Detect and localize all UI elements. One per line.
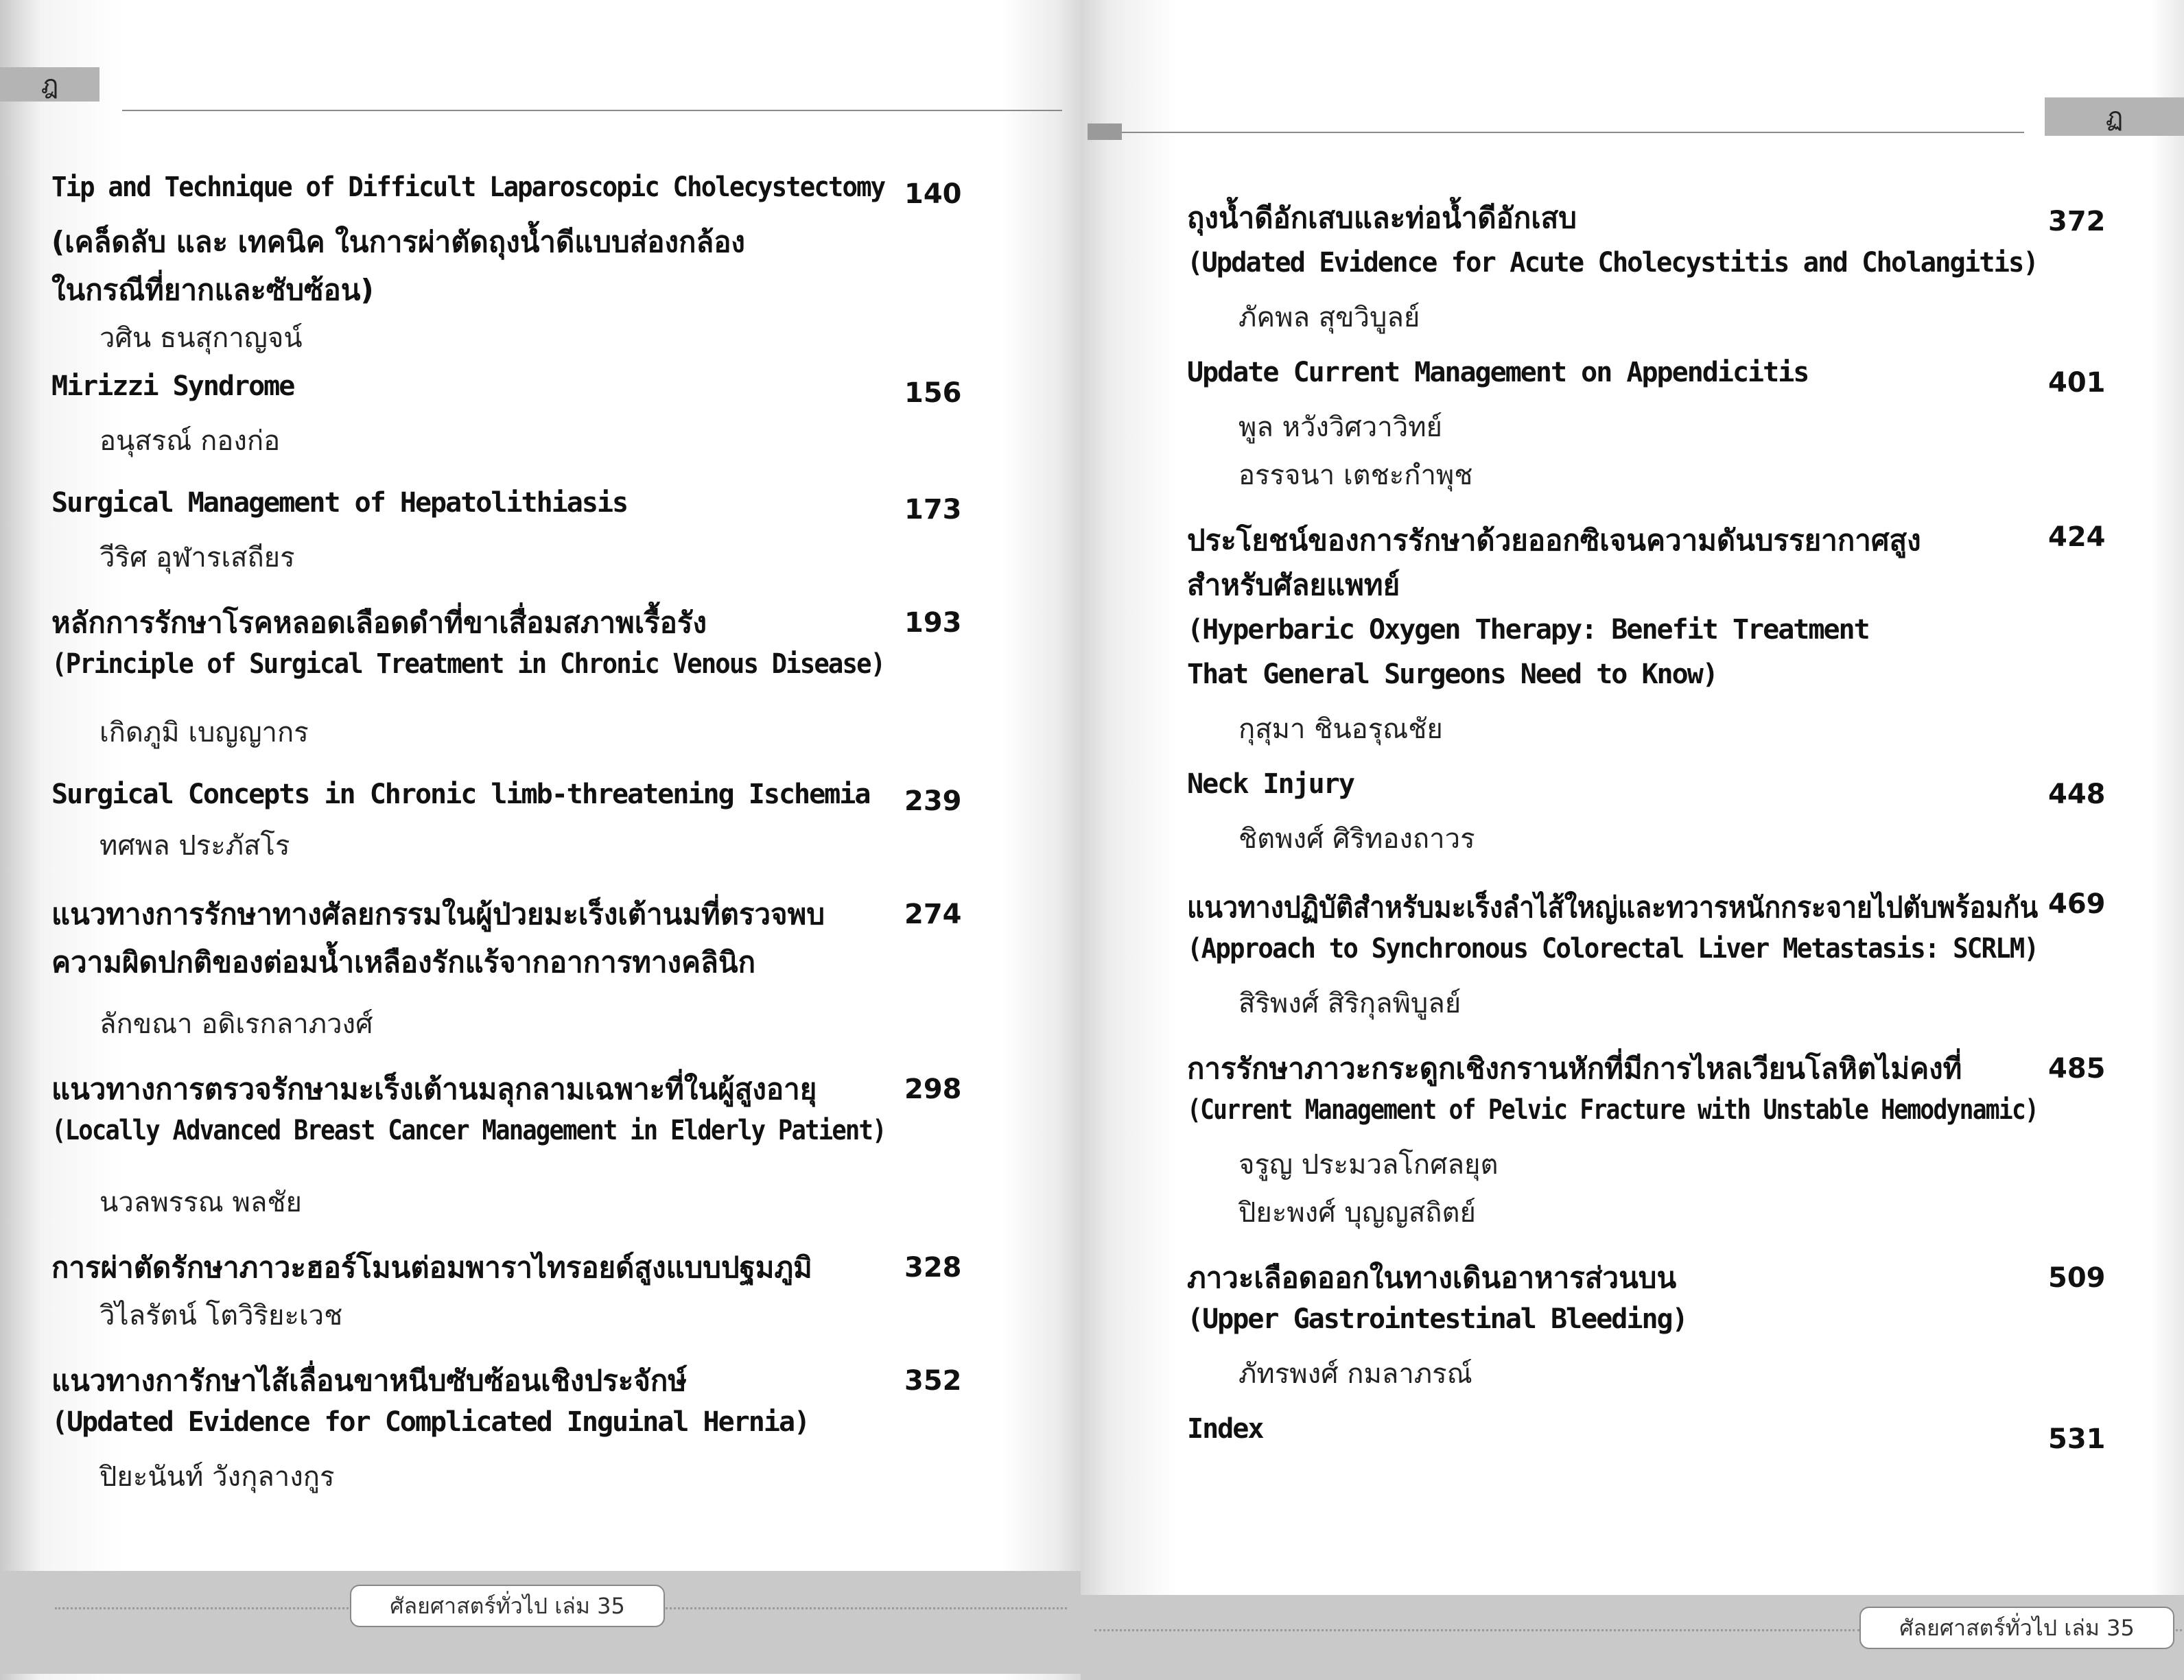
toc-entry-page-number: 531 xyxy=(2048,1423,2106,1455)
toc-entry-author: ลักขณา อดิเรกลาภวงศ์ xyxy=(99,1008,373,1040)
toc-entry-title-line: การรักษาภาวะกระดูกเชิงกรานหักที่มีการไหลเวียนโลหิตไม่คงที่ xyxy=(1187,1052,1962,1085)
toc-entry-author: ปิยะพงศ์ บุญญสถิตย์ xyxy=(1238,1197,1476,1229)
toc-entry-page-number: 469 xyxy=(2048,888,2106,920)
toc-entry-title-line: แนวทางการรักษาทางศัลยกรรมในผู้ป่วยมะเร็งเต้านมที่ตรวจพบ xyxy=(51,897,825,931)
toc-entry-title-line: That General Surgeons Need to Know) xyxy=(1187,659,1717,690)
toc-entry-title-line: Surgical Management of Hepatolithiasis xyxy=(51,487,628,519)
toc-entry-author: กุสุมา ชินอรุณชัย xyxy=(1238,713,1443,745)
toc-entry-author: อรรจนา เตชะกำพุช xyxy=(1238,460,1473,491)
toc-entry-title-line: ในกรณีที่ยากและซับซ้อน) xyxy=(51,273,374,307)
right-page xyxy=(1081,0,2184,1680)
toc-entry-page-number: 173 xyxy=(904,494,962,525)
toc-entry-page-number: 509 xyxy=(2048,1262,2106,1294)
toc-entry-page-number: 239 xyxy=(904,785,962,817)
footer-book-title-right: ศัลยศาสตร์ทั่วไป เล่ม 35 xyxy=(1859,1607,2174,1649)
toc-entry-author: ภัคพล สุขวิบูลย์ xyxy=(1238,302,1420,333)
toc-entry-title-line: Mirizzi Syndrome xyxy=(51,370,294,402)
toc-entry-title-line: หลักการรักษาโรคหลอดเลือดดำที่ขาเสื่อมสภาพเรื้อรัง xyxy=(51,606,707,639)
toc-entry-title-line: แนวทางการตรวจรักษามะเร็งเต้านมลุกลามเฉพาะที่ในผู้สูงอายุ xyxy=(51,1072,817,1106)
toc-entry-title-line: ความผิดปกติของต่อมน้ำเหลืองรักแร้จากอาการทางคลินิก xyxy=(51,945,756,979)
toc-entry-author: ภัทรพงศ์ กมลาภรณ์ xyxy=(1238,1358,1472,1390)
toc-entry-page-number: 193 xyxy=(904,607,962,639)
toc-entry-author: ปิยะนันท์ วังกุลางกูร xyxy=(99,1461,335,1493)
toc-entry-title-line: (Principle of Surgical Treatment in Chronic Venous Disease) xyxy=(51,648,885,680)
footer-dotted-rule-left xyxy=(55,1607,357,1609)
toc-entry-title-line: แนวทางการักษาไส้เลื่อนขาหนีบซับซ้อนเชิงประจักษ์ xyxy=(51,1364,688,1397)
toc-entry-title-line: (Updated Evidence for Complicated Inguinal Hernia) xyxy=(51,1406,810,1438)
toc-entry-page-number: 372 xyxy=(2048,206,2106,237)
toc-entry-page-number: 424 xyxy=(2048,521,2106,553)
toc-entry-author: พูล หวังวิศวาวิทย์ xyxy=(1238,412,1442,443)
toc-entry-author: วศิน ธนสุกาญจน์ xyxy=(99,322,303,354)
page-tab-right: ฏ xyxy=(2045,97,2184,136)
toc-entry-title-line: (Upper Gastrointestinal Bleeding) xyxy=(1187,1303,1687,1335)
toc-entry-author: ชิตพงศ์ ศิริทองถาวร xyxy=(1238,823,1475,855)
toc-entry-title-line: Update Current Management on Appendicitis xyxy=(1187,357,1809,388)
toc-entry-title-line: (Current Management of Pelvic Fracture with Unstable Hemodynamic) xyxy=(1187,1094,2039,1126)
toc-entry-title-line: สำหรับศัลยแพทย์ xyxy=(1187,568,1400,602)
header-rule-marker-right xyxy=(1088,123,1122,140)
toc-entry-author: ทศพล ประภัสโร xyxy=(99,830,290,862)
toc-entry-page-number: 485 xyxy=(2048,1053,2106,1085)
toc-entry-page-number: 448 xyxy=(2048,779,2106,810)
header-rule-left xyxy=(122,110,1062,111)
toc-entry-title-line: (Approach to Synchronous Colorectal Liver Metastasis: SCRLM) xyxy=(1187,933,2039,965)
page-tab-left: ฎ xyxy=(0,67,99,102)
toc-entry-author: จรูญ ประมวลโกศลยุต xyxy=(1238,1149,1499,1181)
toc-entry-title-line: (Locally Advanced Breast Cancer Management in Elderly Patient) xyxy=(51,1115,886,1146)
toc-entry-title-line: Index xyxy=(1187,1413,1263,1445)
header-rule-right xyxy=(1088,132,2024,133)
toc-entry-page-number: 274 xyxy=(904,899,962,930)
toc-entry-page-number: 140 xyxy=(904,178,962,210)
toc-entry-title-line: Neck Injury xyxy=(1187,768,1354,800)
left-page xyxy=(0,0,1081,1680)
toc-entry-author: วีริศ อุฬารเสถียร xyxy=(99,542,295,573)
toc-entry-page-number: 401 xyxy=(2048,367,2106,399)
toc-entry-page-number: 298 xyxy=(904,1074,962,1105)
footer-dotted-rule-right xyxy=(1094,1629,1859,1631)
toc-entry-title-line: ประโยชน์ของการรักษาด้วยออกซิเจนความดันบรรยากาศสูง xyxy=(1187,523,1921,557)
toc-entry-page-number: 328 xyxy=(904,1252,962,1283)
toc-entry-title-line: ถุงน้ำดีอักเสบและท่อน้ำดีอักเสบ xyxy=(1187,201,1577,235)
toc-entry-author: เกิดภูมิ เบญญากร xyxy=(99,717,309,748)
toc-entry-title-line: Tip and Technique of Difficult Laparoscopic Cholecystectomy xyxy=(51,171,885,203)
toc-entry-title-line: ภาวะเลือดออกในทางเดินอาหารส่วนบน xyxy=(1187,1261,1677,1294)
toc-entry-author: อนุสรณ์ กองก่อ xyxy=(99,425,281,457)
toc-entry-title-line: แนวทางปฏิบัติสำหรับมะเร็งลำไส้ใหญ่และทวารหนักกระจายไปตับพร้อมกัน xyxy=(1187,890,2039,924)
footer-book-title-left: ศัลยศาสตร์ทั่วไป เล่ม 35 xyxy=(350,1585,665,1627)
toc-entry-title-line: Surgical Concepts in Chronic limb-threatening Ischemia xyxy=(51,779,870,810)
toc-entry-author: สิริพงศ์ สิริกุลพิบูลย์ xyxy=(1238,988,1461,1019)
toc-entry-page-number: 352 xyxy=(904,1365,962,1397)
toc-entry-author: นวลพรรณ พลชัย xyxy=(99,1187,302,1218)
toc-entry-author: วิไลรัตน์ โตวิริยะเวช xyxy=(99,1300,343,1332)
toc-entry-title-line: การผ่าตัดรักษาภาวะฮอร์โมนต่อมพาราไทรอยด์สูงแบบปฐมภูมิ xyxy=(51,1251,812,1284)
toc-entry-title-line: (Hyperbaric Oxygen Therapy: Benefit Treatment xyxy=(1187,614,1869,646)
footer-dotted-rule-left-2 xyxy=(662,1607,1067,1609)
toc-entry-page-number: 156 xyxy=(904,377,962,409)
toc-entry-title-line: (เคล็ดลับ และ เทคนิค ในการผ่าตัดถุงน้ำดีแบบส่องกล้อง xyxy=(51,225,745,259)
toc-entry-title-line: (Updated Evidence for Acute Cholecystitis and Cholangitis) xyxy=(1187,247,2038,279)
